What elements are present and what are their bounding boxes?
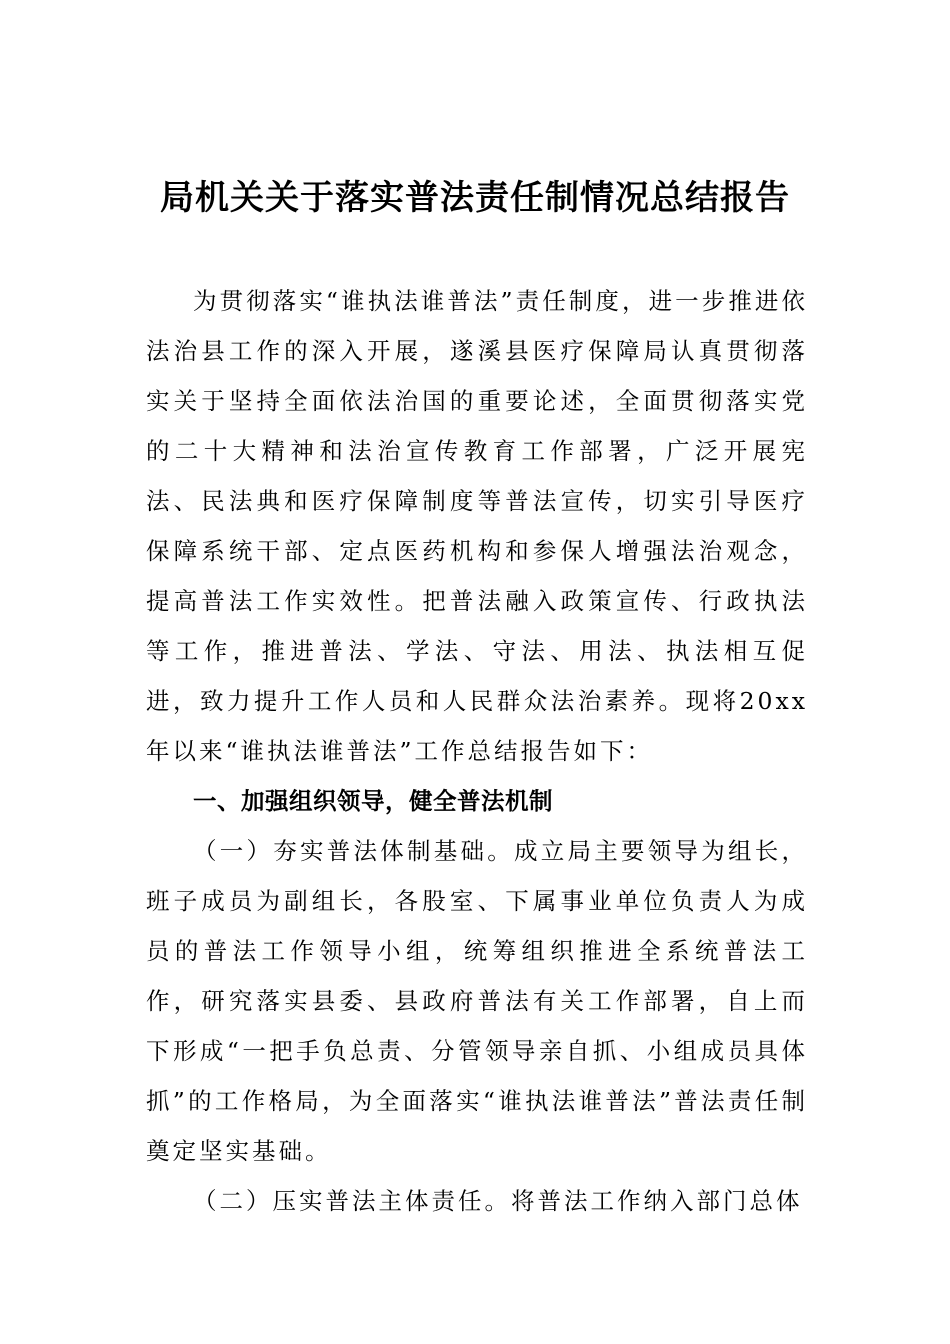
intro-paragraph: 为贯彻落实“谁执法谁普法”责任制度，进一步推进依法治县工作的深入开展，遂溪县医疗保障局认真贯彻落实关于坚持全面依法治国的重要论述，全面贯彻落实党的二十大精神和法治宣传教育工作部署，广泛开展宪法、民法典和医疗保障制度等普法宣传，切实引导医疗保障系统干部、定点医药机构和参保人增强法治观念，提高普法工作实效性。把普法融入政策宣传、行政执法等工作，推进普法、学法、守法、用法、执法相互促进，致力提升工作人员和人民群众法治素养。现将20xx年以来“谁执法谁普法”工作总结报告如下：: [146, 287, 808, 765]
section-heading-1: 一、加强组织领导，健全普法机制: [193, 787, 553, 815]
paragraph-1-1: （一）夯实普法体制基础。成立局主要领导为组长，班子成员为副组长，各股室、下属事业单位负责人为成员的普法工作领导小组，统筹组织推进全系统普法工作，研究落实县委、县政府普法有关工作部署，自上而下形成“一把手负总责、分管领导亲自抓、小组成员具体抓”的工作格局，为全面落实“谁执法谁普法”普法责任制奠定坚实基础。: [146, 837, 808, 1165]
paragraph-1-2: （二）压实普法主体责任。将普法工作纳入部门总体: [193, 1187, 803, 1215]
document-body: [146, 276, 808, 1226]
document-title: 局机关关于落实普法责任制情况总结报告: [160, 178, 790, 218]
